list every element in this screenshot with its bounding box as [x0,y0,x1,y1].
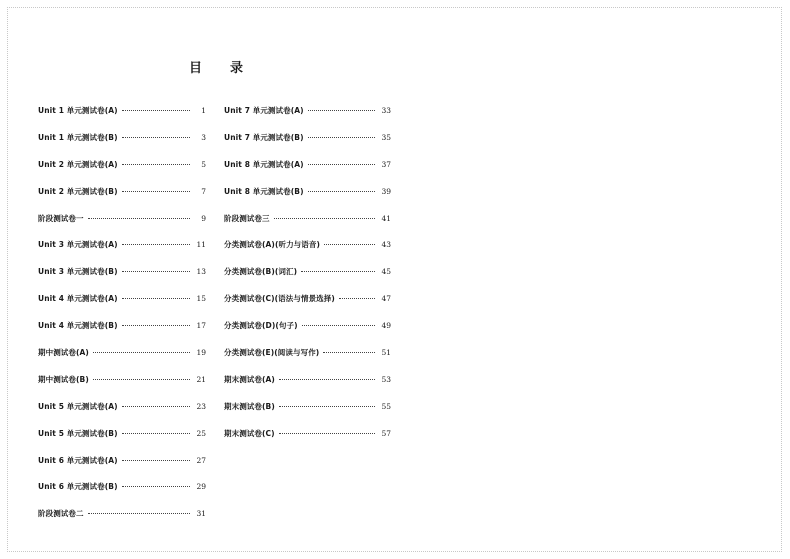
toc-entry-label: Unit 2 单元测试卷(B) [38,186,118,196]
toc-entry[interactable] [38,428,206,455]
toc-entry[interactable] [224,347,391,374]
toc-entry-page-number: 1 [201,106,206,115]
toc-entry-label: Unit 4 单元测试卷(A) [38,294,118,304]
toc-leader-dots [308,137,375,138]
toc-entry-label: Unit 8 单元测试卷(B) [224,186,304,196]
toc-leader-dots [93,379,190,380]
toc-entry[interactable] [224,293,391,320]
toc-entry-label: 期末测试卷(A) [224,374,275,384]
toc-entry[interactable] [38,401,206,428]
toc-leader-dots [308,191,375,192]
toc-leader-dots [88,513,190,514]
toc-leader-dots [279,433,375,434]
toc-entry-label: Unit 7 单元测试卷(A) [224,106,304,115]
toc-leader-dots [122,137,190,138]
toc-entry[interactable] [38,293,206,320]
toc-leader-dots [122,298,190,299]
toc-entry[interactable] [224,159,391,186]
toc-entry-label: Unit 6 单元测试卷(A) [38,455,118,465]
toc-entry-page-number: 7 [201,186,206,196]
toc-entry-label: Unit 5 单元测试卷(B) [38,428,118,438]
toc-leader-dots [339,298,375,299]
toc-entry-page-number: 43 [381,240,391,250]
toc-entry[interactable] [38,159,206,186]
toc-entry[interactable] [224,320,391,347]
toc-entry-label: 分类测试卷(C)(语法与情景选择) [224,294,335,304]
toc-leader-dots [301,271,375,272]
toc-leader-dots [308,164,375,165]
toc-entry[interactable] [38,481,206,508]
toc-entry-label: Unit 7 单元测试卷(B) [224,132,304,142]
toc-leader-dots [279,406,375,407]
toc-entry-page-number: 31 [196,509,206,519]
toc-leader-dots [122,110,190,111]
toc-leader-dots [323,352,375,353]
toc-entry[interactable] [224,105,391,132]
toc-entry-label: 分类测试卷(A)(听力与语音) [224,240,321,250]
toc-entry[interactable] [38,266,206,293]
toc-entry-label: Unit 4 单元测试卷(B) [38,321,118,331]
toc-entry-page-number: 5 [201,159,206,169]
toc-leader-dots [93,352,190,353]
toc-entry[interactable] [224,239,391,266]
toc-entry-page-number: 51 [381,348,391,358]
toc-entry[interactable] [224,186,391,213]
toc-entry[interactable] [38,186,206,213]
toc-entry-page-number: 41 [381,213,391,223]
toc-entry[interactable] [38,132,206,159]
toc-entry[interactable] [38,455,206,482]
toc-leader-dots [122,164,190,165]
toc-entry[interactable] [224,374,391,401]
toc-title [189,57,243,76]
toc-entry-page-number: 45 [381,267,391,277]
toc-leader-dots [279,379,375,380]
toc-leader-dots [122,271,190,272]
toc-entry-page-number: 3 [201,132,206,142]
toc-entry-label: Unit 3 单元测试卷(B) [38,267,118,277]
toc-entry-page-number: 27 [196,455,206,465]
toc-entry-label: 阶段测试卷二 [38,509,84,519]
toc-leader-dots [324,244,375,245]
toc-entry-page-number: 19 [196,348,206,358]
toc-entry-label: Unit 2 单元测试卷(A) [38,159,118,169]
toc-entry[interactable] [224,428,391,455]
toc-entry-page-number: 11 [196,240,206,250]
toc-entry-page-number: 53 [381,374,391,384]
toc-leader-dots [122,191,190,192]
toc-entry-label: 分类测试卷(E)(阅读与写作) [224,348,320,358]
toc-leader-dots [122,433,190,434]
toc-entry-page-number: 57 [381,428,391,438]
toc-leader-dots [88,218,190,219]
toc-leader-dots [122,325,190,326]
toc-entry-page-number: 15 [196,294,206,304]
toc-entry[interactable] [38,105,206,132]
toc-leader-dots [302,325,375,326]
toc-entry-page-number: 55 [381,401,391,411]
toc-entry[interactable] [38,213,206,240]
toc-entry-label: Unit 3 单元测试卷(A) [38,240,118,250]
toc-entry[interactable] [38,347,206,374]
toc-entry-page-number: 23 [196,401,206,411]
toc-entry-page-number: 21 [196,374,206,384]
toc-entry-page-number: 25 [196,428,206,438]
toc-entry-label: 阶段测试卷三 [224,213,270,223]
toc-leader-dots [122,486,190,487]
toc-leader-dots [122,244,190,245]
toc-entry-label: Unit 1 单元测试卷(A) [38,106,118,115]
toc-title-char-1: 目 [189,61,203,76]
toc-entry[interactable] [224,401,391,428]
toc-leader-dots [122,406,190,407]
toc-leader-dots [122,460,190,461]
toc-entry-label: 期末测试卷(B) [224,401,275,411]
toc-entry-page-number: 17 [196,321,206,331]
toc-entry[interactable] [224,266,391,293]
toc-left-column [38,105,206,535]
toc-entry-page-number: 39 [381,186,391,196]
toc-entry-label: Unit 8 单元测试卷(A) [224,159,304,169]
toc-entry-page-number: 33 [381,106,391,115]
toc-entry-label: 阶段测试卷一 [38,213,84,223]
toc-entry-page-number: 47 [381,294,391,304]
toc-entry-label: Unit 5 单元测试卷(A) [38,401,118,411]
toc-entry-page-number: 37 [381,159,391,169]
toc-entry-label: 分类测试卷(B)(词汇) [224,267,298,277]
toc-entry[interactable] [38,239,206,266]
toc-entry-page-number: 35 [381,132,391,142]
toc-entry[interactable] [224,132,391,159]
toc-entry-label: 期末测试卷(C) [224,428,275,438]
toc-entry-page-number: 29 [196,482,206,492]
toc-entry-label: Unit 1 单元测试卷(B) [38,132,118,142]
toc-leader-dots [274,218,375,219]
toc-entry-page-number: 49 [381,321,391,331]
toc-entry-page-number: 9 [201,213,206,223]
toc-leader-dots [308,110,375,111]
toc-entry-label: 期中测试卷(B) [38,374,89,384]
toc-entry[interactable] [38,374,206,401]
toc-entry-label: 期中测试卷(A) [38,348,89,358]
toc-entry-page-number: 13 [196,267,206,277]
toc-entry[interactable] [224,213,391,240]
toc-title-char-2: 录 [230,61,244,76]
toc-entry-label: Unit 6 单元测试卷(B) [38,482,118,492]
toc-entry-label: 分类测试卷(D)(句子) [224,321,298,331]
toc-entry[interactable] [38,320,206,347]
toc-entry[interactable] [38,508,206,535]
toc-right-column [224,105,391,455]
